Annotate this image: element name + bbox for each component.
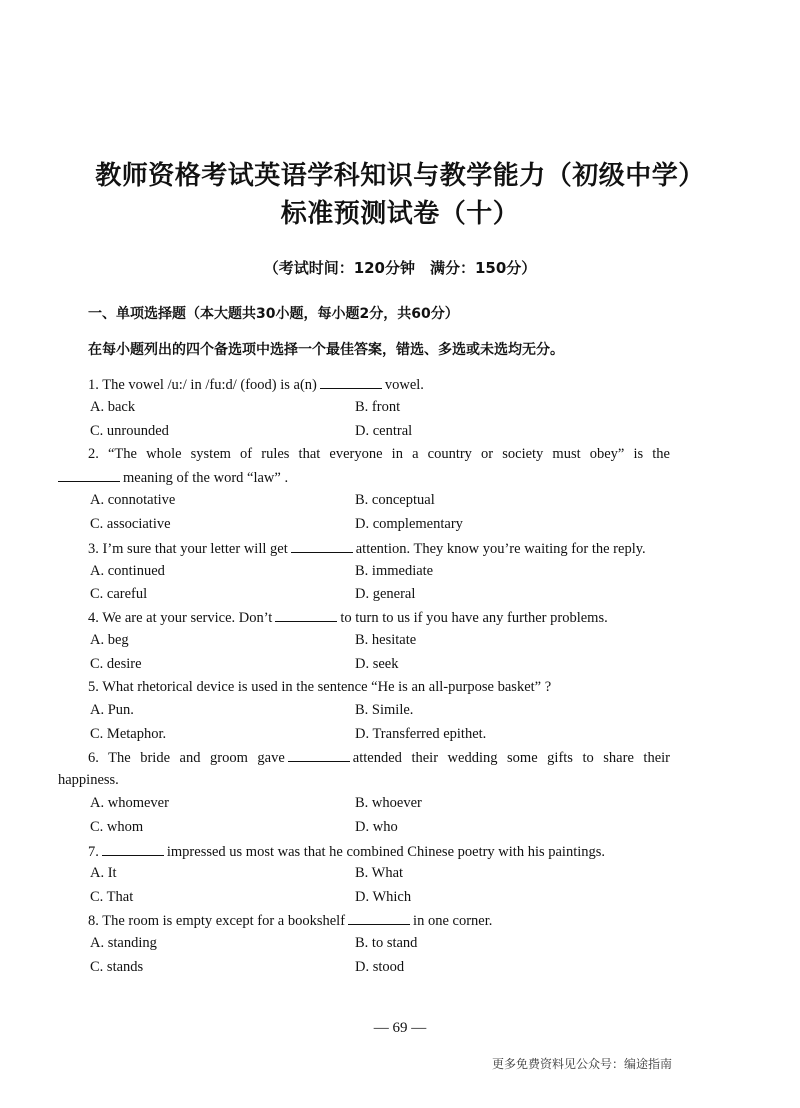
- question-3-option-d: D. general: [355, 586, 416, 602]
- question-4-option-b: B. hesitate: [355, 632, 417, 648]
- question-6-stem-cont: happiness.: [58, 772, 119, 788]
- question-8-option-b: B. to stand: [355, 935, 418, 951]
- question-6-option-b: B. whoever: [355, 795, 422, 811]
- question-8-option-d: D. stood: [355, 959, 405, 975]
- question-3-stem: [88, 538, 646, 559]
- question-4-text: 4. We are at your service. Don’t: [88, 610, 273, 626]
- question-3-option-b: B. immediate: [355, 563, 434, 579]
- footer-note: 更多免费资料见公众号：编途指南: [492, 1057, 673, 1071]
- question-2-option-c: C. associative: [90, 516, 171, 532]
- question-7-option-a: A. It: [90, 865, 117, 881]
- exam-time-and-score: （考试时间：120分钟 满分：150分）: [263, 259, 537, 277]
- question-7-text-end: impressed us most was that he combined Chinese poetry with his paintings.: [166, 844, 606, 860]
- question-7-option-d: D. Which: [355, 889, 412, 905]
- exam-title-line-2: 标准预测试卷（十）: [280, 199, 520, 229]
- question-2-text-end: meaning of the word “law” .: [123, 470, 289, 486]
- question-3-option-a: A. continued: [90, 563, 165, 579]
- answer-blank: [275, 607, 337, 622]
- question-7-option-b: B. What: [355, 865, 404, 881]
- question-7-stem: [88, 841, 605, 862]
- question-3-option-c: C. careful: [90, 586, 148, 602]
- answer-blank: [291, 538, 353, 553]
- question-1-option-c: C. unrounded: [90, 423, 169, 439]
- question-2-stem: 2. “The whole system of rules that everyone in a country or society must obey” is the: [88, 446, 670, 462]
- question-6-text: 6. The bride and groom gave: [88, 750, 285, 766]
- question-7-option-c: C. That: [90, 889, 134, 905]
- question-1-text-end: vowel.: [384, 377, 424, 393]
- question-4-text-end: to turn to us if you have any further problems.: [340, 610, 608, 626]
- question-2-option-a: A. connotative: [90, 492, 176, 508]
- question-8-option-c: C. stands: [90, 959, 144, 975]
- question-5-option-b: B. Simile.: [355, 702, 414, 718]
- question-4-option-d: D. seek: [355, 656, 399, 672]
- page-number: — 69 —: [373, 1020, 427, 1036]
- question-1-option-a: A. back: [90, 399, 136, 415]
- question-5-option-d: D. Transferred epithet.: [355, 726, 487, 742]
- question-6-stem: [88, 747, 670, 768]
- question-1-option-d: D. central: [355, 423, 413, 439]
- answer-blank: [288, 747, 350, 762]
- question-4-option-a: A. beg: [90, 632, 129, 648]
- question-2-stem-cont: [58, 467, 288, 488]
- question-2-option-d: D. complementary: [355, 516, 463, 532]
- question-8-text-end: in one corner.: [413, 913, 493, 929]
- question-6-text-end: attended their wedding some gifts to share their: [352, 750, 670, 766]
- question-2-option-b: B. conceptual: [355, 492, 435, 508]
- question-6-option-c: C. whom: [90, 819, 144, 835]
- question-5-option-a: A. Pun.: [90, 702, 134, 718]
- exam-title-line-1: 教师资格考试英语学科知识与教学能力（初级中学）: [95, 161, 705, 191]
- question-7-text: 7.: [88, 844, 99, 860]
- question-3-text-end: attention. They know you’re waiting for the reply.: [355, 541, 646, 557]
- question-8-text: 8. The room is empty except for a bookshelf: [88, 913, 346, 929]
- question-8-option-a: A. standing: [90, 935, 157, 951]
- question-1-stem: [88, 374, 424, 395]
- question-1-text: 1. The vowel /u:/ in /fu:d/ (food) is a(n): [88, 377, 317, 393]
- question-5-option-c: C. Metaphor.: [90, 726, 167, 742]
- answer-blank: [58, 467, 120, 482]
- question-4-stem: [88, 607, 608, 628]
- question-4-option-c: C. desire: [90, 656, 142, 672]
- question-3-text: 3. I’m sure that your letter will get: [88, 541, 288, 557]
- question-6-option-d: D. who: [355, 819, 398, 835]
- answer-blank: [348, 910, 410, 925]
- question-6-option-a: A. whomever: [90, 795, 169, 811]
- section-heading: 一、单项选择题（本大题共30小题，每小题2分，共60分）: [88, 306, 459, 322]
- answer-blank: [102, 841, 164, 856]
- question-5-stem: 5. What rhetorical device is used in the sentence “He is an all-purpose basket” ?: [88, 679, 552, 695]
- section-instruction: 在每小题列出的四个备选项中选择一个最佳答案，错选、多选或未选均无分。: [88, 342, 564, 358]
- answer-blank: [320, 374, 382, 389]
- question-8-stem: [88, 910, 492, 931]
- question-1-option-b: B. front: [355, 399, 401, 415]
